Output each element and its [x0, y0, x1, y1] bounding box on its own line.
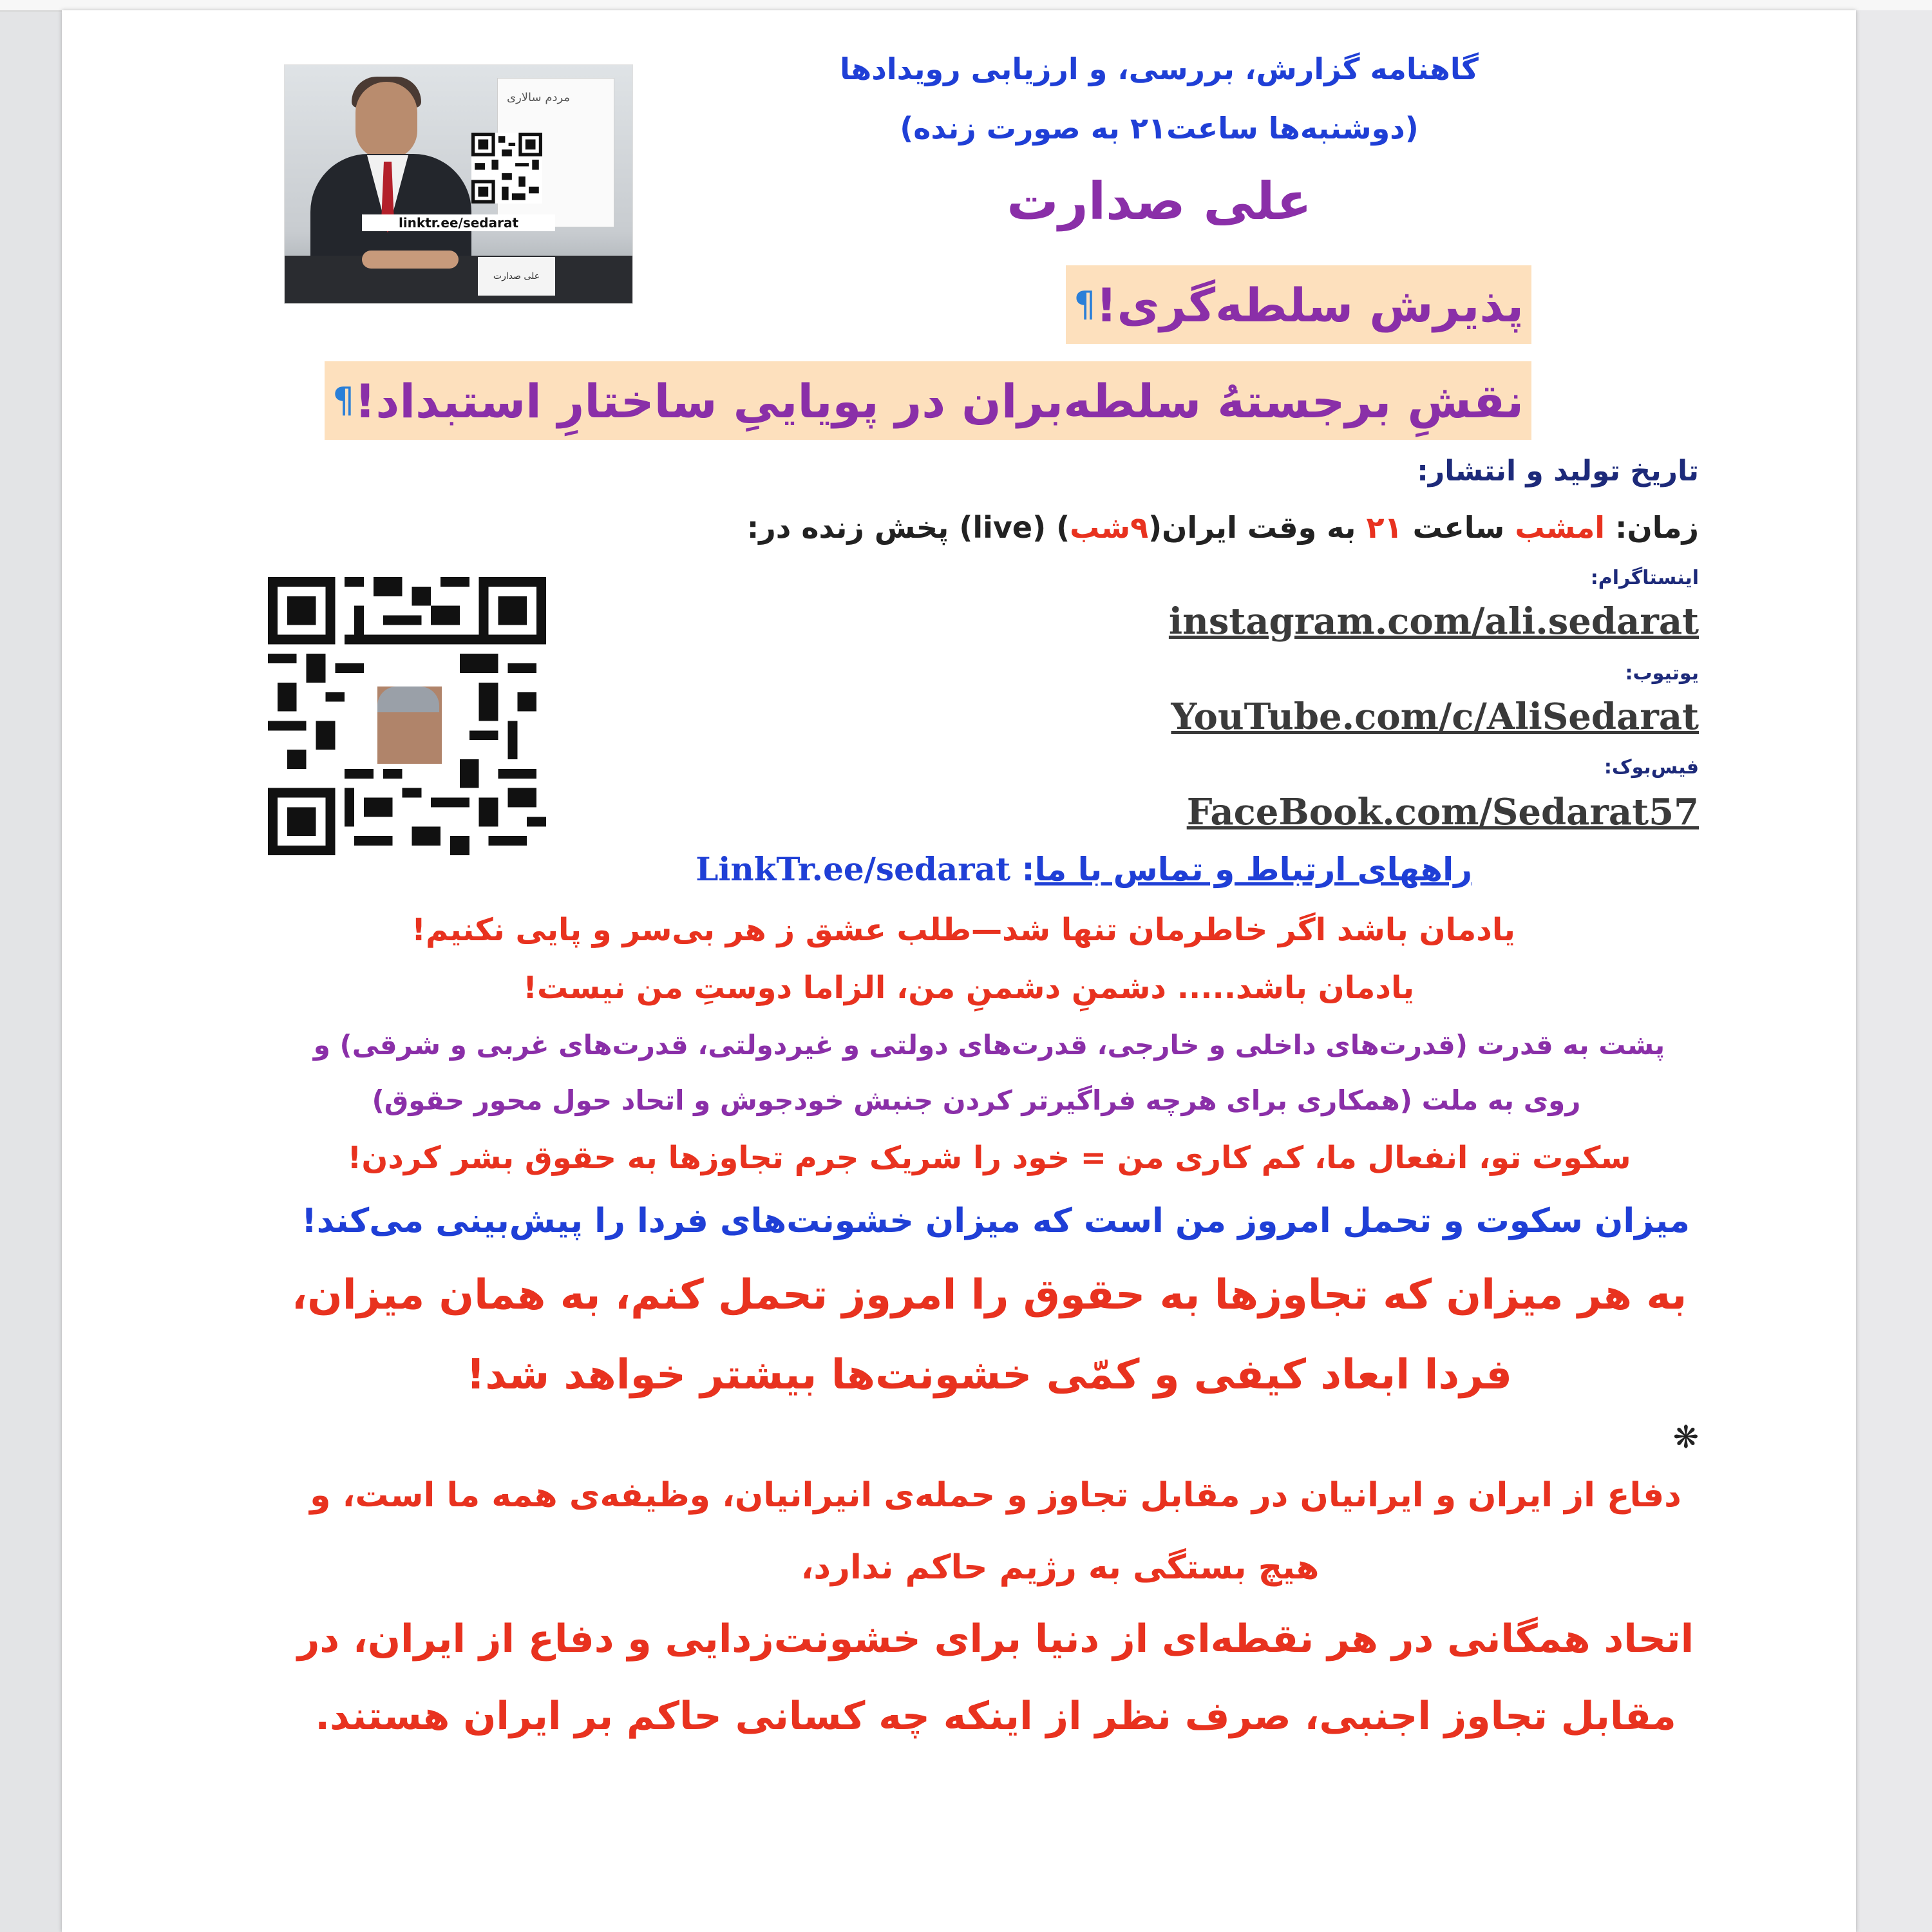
pilcrow-icon: ¶: [332, 380, 355, 421]
series-title: گاهنامه گزارش، بررسی، و ارزیابی رویدادها: [840, 52, 1479, 86]
photo-head: [355, 82, 417, 159]
subtitle-text: نقشِ برجستهُ سلطه‌بران در پویاییِ ساختارِ استبداد!: [354, 374, 1524, 428]
photo-sign-text: مردم سالاری: [507, 91, 571, 104]
schedule-text: (دوشنبه‌ها ساعت۲۱ به صورت زنده): [900, 111, 1419, 146]
main-title-text: پذیرش سلطه‌گری!: [1095, 278, 1524, 332]
qr-code-icon[interactable]: [268, 577, 546, 855]
nine-pm-text: ۹شب: [1070, 510, 1149, 545]
body-line-1: یادمان باشد اگر خاطرمان تنها شد—طلب عشق ز هر بی‌سر و پایی نکنیم!: [412, 912, 1515, 948]
instagram-link[interactable]: instagram.com/ali.sedarat: [1168, 600, 1699, 643]
photo-hands: [362, 251, 459, 269]
subtitle: [325, 361, 1531, 440]
contact-colon: :: [1021, 851, 1035, 888]
tonight-text: امشب: [1515, 510, 1605, 545]
body-line-5: سکوت تو، انفعال ما، کم کاری من = خود را شریک جرم تجاوزها به حقوق بشر کردن!: [347, 1140, 1631, 1176]
facebook-label: فیس‌بوک:: [1604, 756, 1699, 779]
youtube-link[interactable]: YouTube.com/c/AliSedarat: [1171, 696, 1699, 738]
right-scroll-area[interactable]: [1855, 10, 1932, 1932]
main-title: [1066, 265, 1531, 344]
instagram-label: اینستاگرام:: [1590, 567, 1699, 589]
contact-url[interactable]: LinkTr.ee/sedarat: [696, 850, 1011, 888]
contact-line: [696, 850, 1472, 888]
body-line-2: یادمان باشد..... دشمنِ دشمنِ من، الزاما دوستِ من نیست!: [523, 970, 1414, 1006]
photo-name-card: علی صدارت: [478, 257, 555, 296]
author-photo: [284, 64, 633, 304]
body-line-12: مقابل تجاوز اجنبی، صرف نظر از اینکه چه کسانی حاکم بر ایران هستند.: [315, 1694, 1676, 1739]
pilcrow-icon: ¶: [1074, 284, 1096, 325]
photo-table: [285, 256, 632, 303]
time-end: ) (live) پخش زنده در:: [746, 510, 1070, 545]
body-line-9: دفاع از ایران و ایرانیان در مقابل تجاوز و حمله‌ی انیرانیان، وظیفه‌ی همه ما است، و: [310, 1476, 1681, 1515]
body-line-4: روی به ملت (همکاری برای هرچه فراگیرتر کردن جنبش خودجوش و اتحاد حول محور حقوق): [372, 1084, 1581, 1116]
photo-link-text: linktr.ee/sedarat: [362, 214, 555, 231]
asterisk-icon: ❋: [1672, 1419, 1699, 1455]
youtube-label: یوتیوب:: [1625, 662, 1699, 685]
author-name: علی صدارت: [1007, 171, 1312, 231]
time-mid2: به وقت ایران(: [1148, 510, 1356, 545]
body-line-7: به هر میزان که تجاوزها به حقوق را امروز تحمل کنم، به همان میزان،: [291, 1271, 1687, 1319]
broadcast-time: [747, 510, 1699, 545]
body-line-11: اتحاد همگانی در هر نقطه‌ای از دنیا برای خشونت‌زدایی و دفاع از ایران، در: [297, 1616, 1694, 1662]
body-line-6: میزان سکوت و تحمل امروز من است که میزان خشونت‌های فردا را پیش‌بینی می‌کند!: [301, 1202, 1690, 1240]
body-line-10: هیچ بستگی به رژیم حاکم ندارد،: [800, 1548, 1320, 1587]
time-mid1: ساعت: [1412, 510, 1505, 545]
document-page: [62, 10, 1856, 1932]
hour-text: ۲۱: [1366, 510, 1403, 545]
body-line-8: فردا ابعاد کیفی و کمّی خشونت‌ها بیشتر خواهد شد!: [466, 1351, 1512, 1399]
body-line-3: پشت به قدرت (قدرت‌های داخلی و خارجی، قدرت‌های دولتی و غیردولتی، قدرت‌های غربی و شرقی) و: [313, 1029, 1665, 1061]
time-label: زمان:: [1615, 510, 1699, 545]
contact-label[interactable]: راههای ارتباط و تماس با ما: [1034, 851, 1472, 888]
facebook-link[interactable]: FaceBook.com/Sedarat57: [1186, 791, 1699, 833]
photo-qr-icon: [471, 133, 542, 204]
date-label: تاریخ تولید و انتشار:: [1417, 455, 1699, 488]
